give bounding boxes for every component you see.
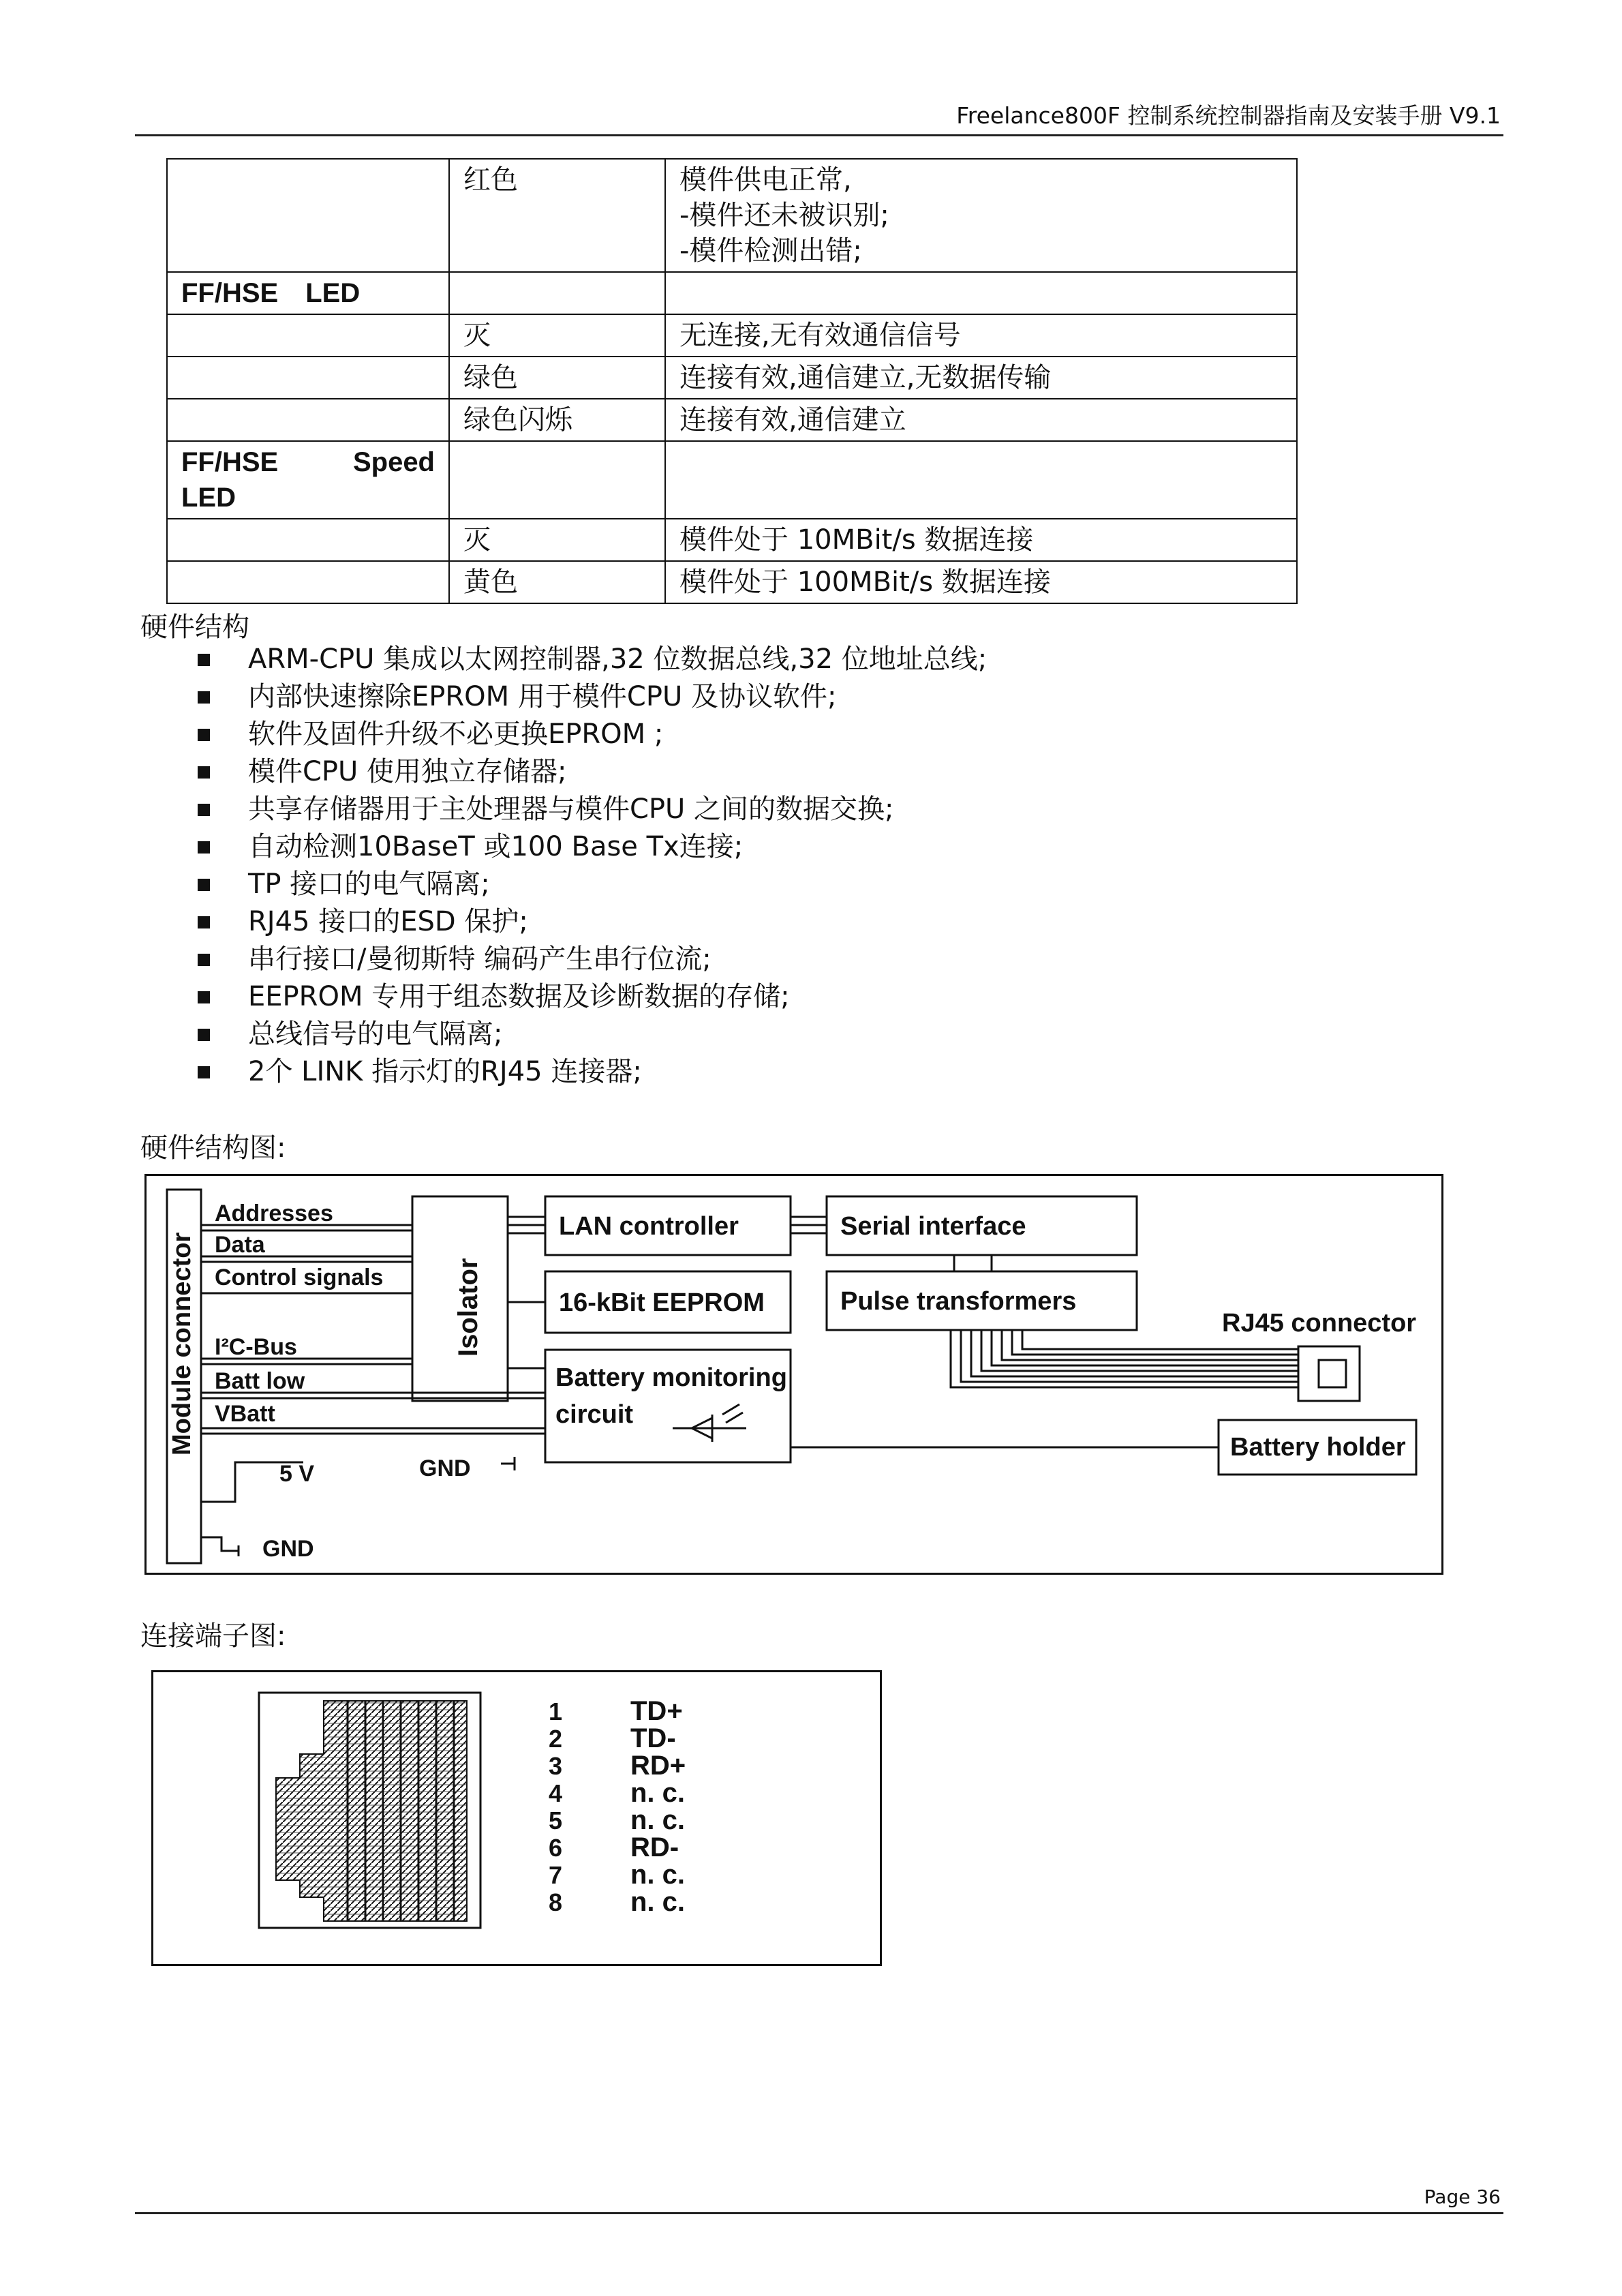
list-item [198,753,987,791]
list-item [198,903,987,941]
list-item [198,1016,987,1053]
table-cell [167,159,449,272]
led-status-table [166,158,1298,604]
pin-number: 1 [549,1697,563,1725]
label-data: Data [215,1232,265,1258]
square-bullet-icon [198,1066,210,1078]
block-diagram-svg [147,1176,1441,1573]
list-item-text: TP 接口的电气隔离; [248,868,490,900]
footer-divider [135,2212,1503,2214]
table-cell [449,441,665,519]
pinout-svg [153,1672,880,1964]
pin-signal: n. c. [630,1805,686,1835]
pin-number: 7 [549,1861,563,1889]
square-bullet-icon [198,804,210,816]
square-bullet-icon [198,691,210,704]
table-cell [665,159,1297,272]
label-isolator: Isolator [453,1258,483,1357]
table-cell [665,272,1297,314]
label-vbatt: VBatt [215,1401,275,1427]
table-cell: 绿色 [449,357,665,399]
table-cell: 红色 [449,159,665,272]
pin-signal: n. c. [630,1860,686,1890]
table-cell: 连接有效,通信建立 [665,399,1297,441]
label-battery-monitoring: Battery monitoring [555,1363,787,1392]
table-cell [167,519,449,561]
cell-line: -模件还未被识别; [679,200,889,231]
label-module-connector: Module connector [168,1232,196,1455]
table-row [167,314,1297,357]
pin-number: 8 [549,1888,563,1916]
pin-signal: TD+ [630,1696,683,1726]
square-bullet-icon [198,954,210,966]
table-row [167,357,1297,399]
speed-led-part: LED [181,483,236,513]
table-cell: 无连接,无有效通信信号 [665,314,1297,357]
list-item-text: 模件CPU 使用独立存储器; [248,756,567,787]
list-item [198,791,987,828]
label-eeprom: 16-kBit EEPROM [559,1288,765,1317]
square-bullet-icon [198,766,210,779]
table-cell: 绿色闪烁 [449,399,665,441]
label-serial-interface: Serial interface [840,1212,1026,1241]
cell-line: 模件供电正常, [679,164,852,196]
header-title: Freelance800F 控制系统控制器指南及安装手册 V9.1 [956,102,1501,129]
label-gnd-1: GND [419,1455,471,1481]
label-circuit: circuit [555,1400,634,1429]
label-5v: 5 V [279,1461,315,1487]
pin-signal: n. c. [630,1778,686,1808]
table-cell [449,272,665,314]
table-cell [167,441,449,519]
list-item [198,678,987,716]
section-hardware: 硬件结构 [140,611,249,643]
list-item-text: RJ45 接口的ESD 保护; [248,906,528,937]
table-row [167,399,1297,441]
table-cell: 模件处于 100MBit/s 数据连接 [665,561,1297,603]
pin-signal: n. c. [630,1887,686,1917]
speed-led-part: FF/HSE [181,447,279,477]
list-item-text: 共享存储器用于主处理器与模件CPU 之间的数据交换; [248,794,894,825]
square-bullet-icon [198,841,210,854]
page-number: Page 36 [1424,2186,1501,2208]
list-item [198,941,987,978]
pin-number: 2 [549,1725,563,1753]
label-pulse-transformers: Pulse transformers [840,1287,1077,1316]
table-cell: 黄色 [449,561,665,603]
table-cell [167,399,449,441]
square-bullet-icon [198,991,210,1003]
list-item [198,1053,987,1091]
hardware-block-diagram [144,1174,1443,1575]
pin-number: 4 [549,1779,563,1807]
table-row [167,441,1297,519]
pin-number: 3 [549,1752,563,1780]
rj45-socket-icon [1319,1360,1346,1387]
list-item [198,716,987,753]
list-item [198,828,987,866]
table-row [167,519,1297,561]
list-item-text: 总线信号的电气隔离; [248,1018,503,1050]
label-i2c-bus: I²C-Bus [215,1334,297,1360]
list-item-text: 2个 LINK 指示灯的RJ45 连接器; [248,1056,642,1087]
speed-led-part: Speed [352,447,435,477]
table-row [167,272,1297,314]
list-item [198,641,987,678]
list-item-text: EEPROM 专用于组态数据及诊断数据的存储; [248,981,790,1012]
pin-signal: RD- [630,1832,679,1862]
rj45-connector-block [1298,1346,1360,1401]
table-cell [167,357,449,399]
table-row [167,561,1297,603]
square-bullet-icon [198,879,210,891]
table-cell [167,561,449,603]
square-bullet-icon [198,654,210,666]
label-battery-holder: Battery holder [1230,1433,1406,1462]
table-cell [665,441,1297,519]
list-item [198,866,987,903]
pin-signal: RD+ [630,1751,686,1781]
label-gnd-2: GND [262,1536,314,1562]
list-item-text: ARM-CPU 集成以太网控制器,32 位数据总线,32 位地址总线; [248,644,988,675]
list-item-text: 串行接口/曼彻斯特 编码产生串行位流; [248,943,711,975]
table-cell: FF/HSE LED [167,272,449,314]
table-cell: 连接有效,通信建立,无数据传输 [665,357,1297,399]
list-item-text: 软件及固件升级不必更换EPROM ; [248,719,664,750]
pin-number: 5 [549,1807,563,1834]
pin-signal: TD- [630,1723,676,1753]
label-lan-controller: LAN controller [559,1212,739,1241]
square-bullet-icon [198,916,210,928]
label-control-signals: Control signals [215,1265,384,1290]
table-cell: 灭 [449,519,665,561]
header-divider [135,134,1503,136]
square-bullet-icon [198,729,210,741]
square-bullet-icon [198,1029,210,1041]
table-cell [167,314,449,357]
cell-line: -模件检测出错; [679,235,862,267]
rj45-pinout-diagram [151,1670,882,1966]
section-hardware-diagram: 硬件结构图: [140,1132,286,1164]
section-terminal-diagram: 连接端子图: [140,1620,286,1652]
label-addresses: Addresses [215,1200,333,1226]
table-cell: 灭 [449,314,665,357]
pin-number: 6 [549,1834,563,1862]
table-row [167,159,1297,272]
list-item-text: 内部快速擦除EPROM 用于模件CPU 及协议软件; [248,681,837,712]
list-item-text: 自动检测10BaseT 或100 Base Tx连接; [248,831,744,862]
table-cell: 模件处于 10MBit/s 数据连接 [665,519,1297,561]
list-item [198,978,987,1016]
label-batt-low: Batt low [215,1368,305,1394]
label-rj45-connector: RJ45 connector [1222,1309,1417,1338]
rj45-socket-icon [276,1701,467,1921]
hardware-feature-list [198,641,987,1091]
